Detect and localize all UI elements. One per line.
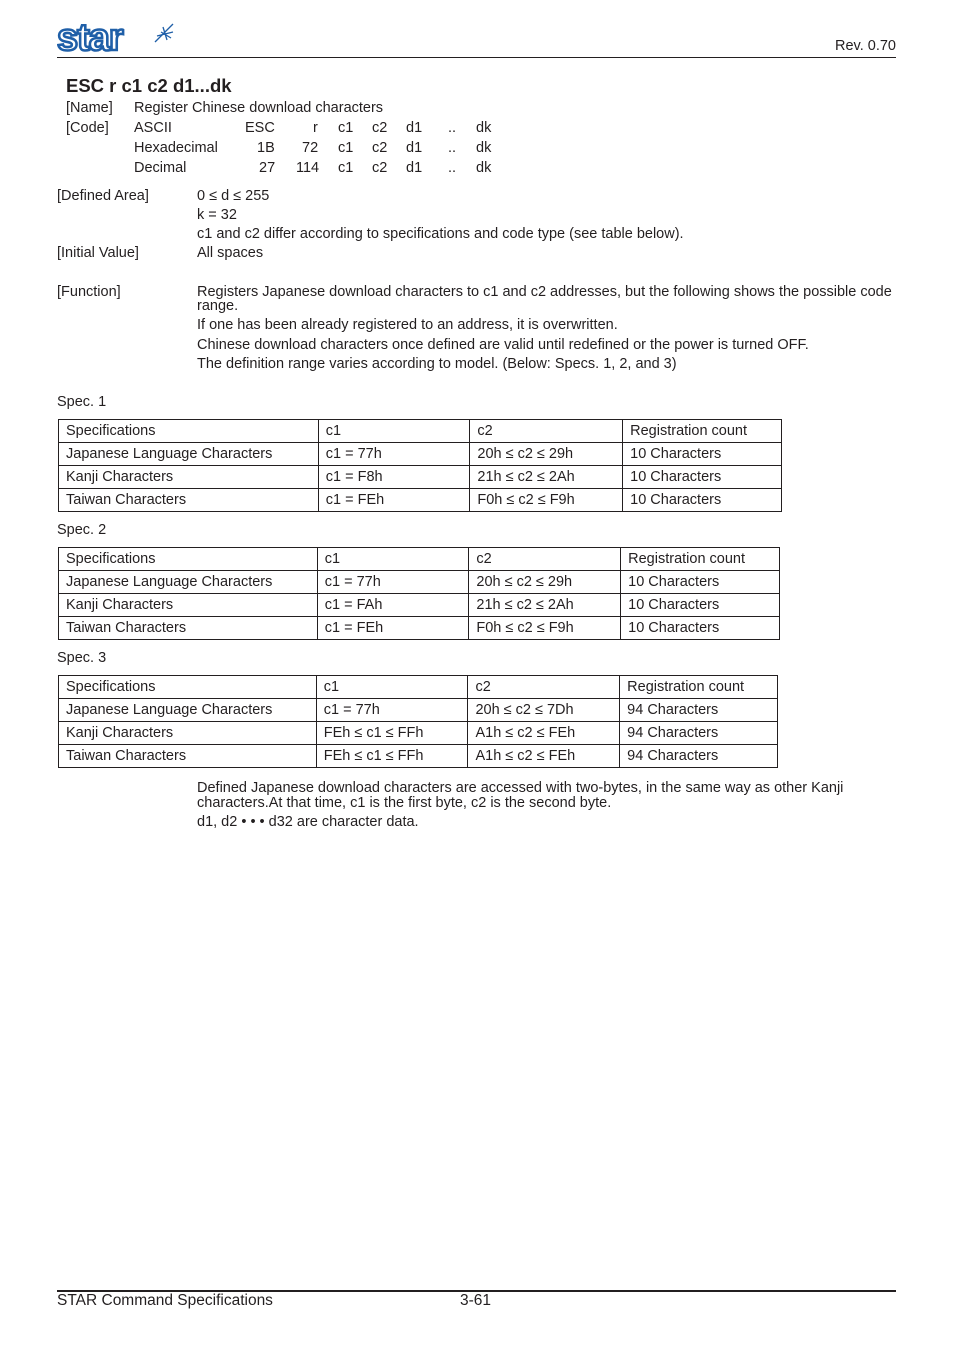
table-cell: Japanese Language Characters	[59, 443, 319, 466]
table-header-cell: Specifications	[59, 548, 318, 571]
table-row	[59, 571, 780, 594]
table-header-cell: Specifications	[59, 676, 317, 699]
table-cell: 20h ≤ c2 ≤ 29h	[469, 571, 621, 594]
defined-area-line: 0 ≤ d ≤ 255	[197, 188, 270, 204]
table-cell: Taiwan Characters	[59, 617, 318, 640]
code-cell: ..	[448, 160, 457, 176]
footer-doc-title: STAR Command Specifications	[57, 1292, 273, 1309]
table-header-cell: c2	[468, 676, 620, 699]
star-logo	[57, 18, 175, 54]
table-cell: Taiwan Characters	[59, 489, 319, 512]
defined-area-label: [Defined Area]	[57, 188, 149, 204]
table-cell: c1 = 77h	[317, 571, 469, 594]
table-cell: c1 = 77h	[318, 443, 470, 466]
table-row	[59, 594, 780, 617]
code-cell: 1B	[257, 140, 275, 156]
code-cell: c2	[372, 140, 388, 156]
code-cell: 27	[259, 160, 276, 176]
function-line: range.	[197, 298, 239, 314]
header-divider	[57, 57, 896, 58]
table-header-cell: c2	[469, 548, 621, 571]
code-cell: dk	[476, 140, 492, 156]
table-header-cell: c2	[470, 420, 623, 443]
table-cell: 21h ≤ c2 ≤ 2Ah	[470, 466, 623, 489]
logo-text: star	[57, 18, 123, 54]
defined-area-line: k = 32	[197, 207, 237, 223]
table-cell: 94 Characters	[620, 699, 778, 722]
table-row	[59, 466, 782, 489]
table-cell: Kanji Characters	[59, 466, 319, 489]
table-cell: 10 Characters	[623, 443, 782, 466]
table-cell: F0h ≤ c2 ≤ F9h	[469, 617, 621, 640]
table-cell: F0h ≤ c2 ≤ F9h	[470, 489, 623, 512]
spec-2-table	[58, 547, 780, 640]
code-cell: c1	[338, 160, 354, 176]
table-header-row	[59, 676, 778, 699]
note-line: d1, d2 • • • d32 are character data.	[197, 814, 419, 830]
spec-1-label: Spec. 1	[57, 394, 107, 410]
table-row	[59, 699, 778, 722]
table-cell: c1 = FEh	[317, 617, 469, 640]
initial-value-label: [Initial Value]	[57, 245, 139, 261]
code-cell: ..	[448, 140, 457, 156]
table-cell: 10 Characters	[621, 594, 780, 617]
table-cell: Taiwan Characters	[59, 745, 317, 768]
table-cell: c1 = FEh	[318, 489, 470, 512]
table-cell: 10 Characters	[621, 571, 780, 594]
table-cell: 94 Characters	[620, 722, 778, 745]
spec-1-table	[58, 419, 782, 512]
table-cell: FEh ≤ c1 ≤ FFh	[316, 722, 468, 745]
spec-3-label: Spec. 3	[57, 650, 107, 666]
revision-label: Rev. 0.70	[835, 38, 896, 54]
table-header-row	[59, 548, 780, 571]
table-cell: 10 Characters	[623, 466, 782, 489]
table-row	[59, 489, 782, 512]
table-cell: Japanese Language Characters	[59, 699, 317, 722]
code-row-label: Decimal	[134, 160, 187, 176]
table-cell: A1h ≤ c2 ≤ FEh	[468, 745, 620, 768]
code-row-label: Hexadecimal	[134, 140, 218, 156]
function-line: If one has been already registered to an address, it is overwritten.	[197, 317, 618, 333]
name-label: [Name]	[66, 100, 113, 116]
code-cell: r	[313, 120, 318, 136]
table-cell: Japanese Language Characters	[59, 571, 318, 594]
code-row-label: ASCII	[134, 120, 172, 136]
table-header-cell: c1	[318, 420, 470, 443]
code-cell: dk	[476, 120, 492, 136]
table-row	[59, 722, 778, 745]
code-cell: ..	[448, 120, 457, 136]
table-cell: 21h ≤ c2 ≤ 2Ah	[469, 594, 621, 617]
table-row	[59, 443, 782, 466]
table-cell: 10 Characters	[621, 617, 780, 640]
function-label: [Function]	[57, 284, 121, 300]
code-cell: c1	[338, 120, 354, 136]
table-header-cell: c1	[316, 676, 468, 699]
code-cell: 114	[296, 160, 320, 176]
table-header-cell: Specifications	[59, 420, 319, 443]
spec-3-table	[58, 675, 778, 768]
code-cell: c2	[372, 160, 388, 176]
table-cell: 20h ≤ c2 ≤ 29h	[470, 443, 623, 466]
defined-area-line: c1 and c2 differ according to specifications and code type (see table below).	[197, 226, 684, 242]
table-cell: Kanji Characters	[59, 594, 318, 617]
function-line: Chinese download characters once defined are valid until redefined or the power is turned OFF.	[197, 337, 809, 353]
code-cell: d1	[406, 160, 423, 176]
table-cell: 10 Characters	[623, 489, 782, 512]
table-cell: 20h ≤ c2 ≤ 7Dh	[468, 699, 620, 722]
table-header-cell: Registration count	[621, 548, 780, 571]
footer-page-number: 3-61	[460, 1292, 492, 1309]
table-cell: FEh ≤ c1 ≤ FFh	[316, 745, 468, 768]
code-cell: c2	[372, 120, 388, 136]
table-cell: c1 = 77h	[316, 699, 468, 722]
code-cell: c1	[338, 140, 354, 156]
function-line: The definition range varies according to model. (Below: Specs. 1, 2, and 3)	[197, 356, 677, 372]
table-cell: c1 = FAh	[317, 594, 469, 617]
code-cell: d1	[406, 120, 423, 136]
code-cell: 72	[302, 140, 319, 156]
table-header-cell: Registration count	[623, 420, 782, 443]
code-cell: ESC	[245, 120, 275, 136]
table-cell: Kanji Characters	[59, 722, 317, 745]
table-cell: A1h ≤ c2 ≤ FEh	[468, 722, 620, 745]
code-cell: dk	[476, 160, 492, 176]
table-row	[59, 617, 780, 640]
spec-2-label: Spec. 2	[57, 522, 107, 538]
name-value: Register Chinese download characters	[134, 100, 384, 116]
table-header-row	[59, 420, 782, 443]
table-cell: 94 Characters	[620, 745, 778, 768]
note-line: Defined Japanese download characters are accessed with two-bytes, in the same way as other Kanji	[197, 780, 844, 796]
table-header-cell: c1	[317, 548, 469, 571]
logo-star-mark-icon	[155, 24, 173, 42]
note-line: characters.At that time, c1 is the first byte, c2 is the second byte.	[197, 795, 612, 811]
command-title: ESC r c1 c2 d1...dk	[66, 75, 232, 96]
code-cell: d1	[406, 140, 423, 156]
function-line: Registers Japanese download characters to c1 and c2 addresses, but the following shows the possible code	[197, 284, 892, 300]
table-row	[59, 745, 778, 768]
table-header-cell: Registration count	[620, 676, 778, 699]
initial-value: All spaces	[197, 245, 264, 261]
table-cell: c1 = F8h	[318, 466, 470, 489]
code-label: [Code]	[66, 120, 109, 136]
